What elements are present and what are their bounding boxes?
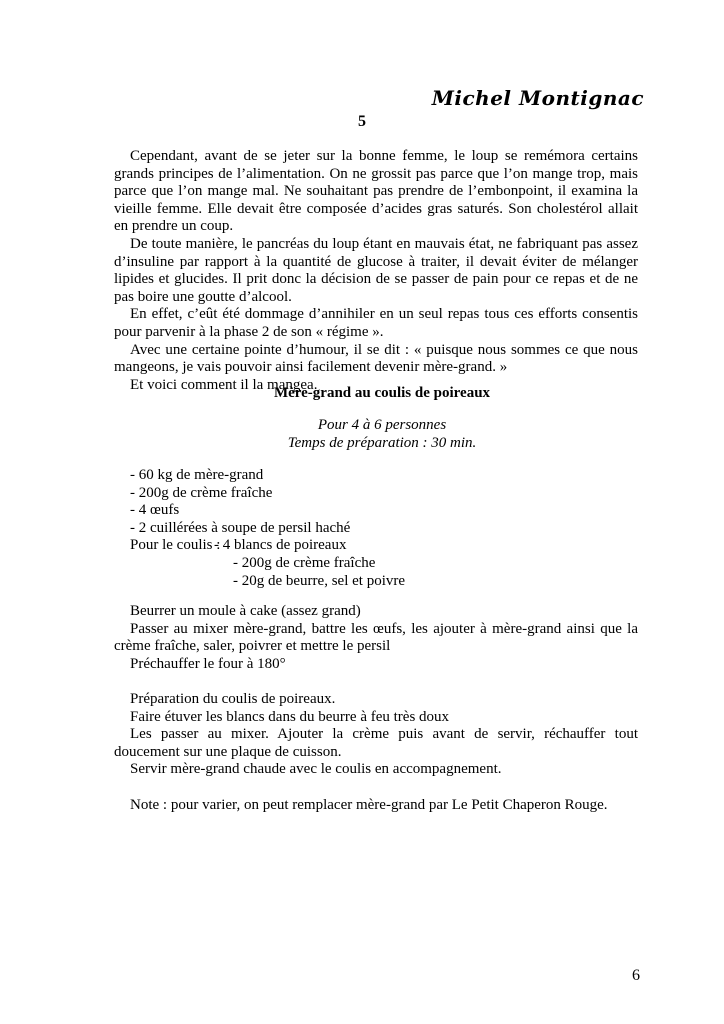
spacer: [114, 779, 638, 797]
recipe-title: Mère-grand au coulis de poireaux: [273, 385, 491, 401]
recipe-serves: Pour 4 à 6 personnes: [317, 417, 447, 433]
paragraph: De toute manière, le pancréas du loup étant en mauvais état, ne fabriquant pas assez d’insuline par rapport à la quantité de glucose à traiter, il devait éviter de mélanger lipides et glucides. Il prit donc la décision de se passer de pain pour ce repas et de ne pas boire une goutte d’alcool.: [114, 235, 638, 305]
recipe-step: Beurrer un moule à cake (assez grand): [130, 603, 361, 619]
recipe-step: Passer au mixer mère-grand, battre les œufs, les ajouter à mère-grand ainsi que la crème fraîche, saler, poivrer et mettre le persil: [114, 620, 638, 655]
recipe-steps: [114, 603, 638, 814]
recipe-step: Préchauffer le four à 180°: [130, 655, 286, 672]
ingredient-item: - 200g de crème fraîche: [130, 484, 273, 501]
page-number: 6: [632, 967, 640, 984]
recipe-step: Les passer au mixer. Ajouter la crème puis avant de servir, réchauffer tout doucement sur une plaque de cuisson.: [114, 726, 638, 760]
coulis-label: Pour le coulis :: [130, 537, 221, 554]
ingredient-item: - 2 cuillérées à soupe de persil haché: [130, 519, 351, 536]
recipe-step: Faire étuver les blancs dans du beurre à feu très doux: [130, 708, 450, 725]
coulis-item: - 4 blancs de poireaux: [214, 537, 347, 554]
recipe-note: Note : pour varier, on peut remplacer mère-grand par Le Petit Chaperon Rouge.: [130, 796, 608, 813]
coulis-item: - 20g de beurre, sel et poivre: [233, 572, 406, 589]
paragraph: En effet, c’eût été dommage d’annihiler en un seul repas tous ces efforts consentis pour parvenir à la phase 2 de son « régime ».: [114, 306, 638, 340]
coulis-row: [130, 537, 405, 555]
story-text: [114, 148, 638, 394]
paragraph: Cependant, avant de se jeter sur la bonne femme, le loup se remémora certains grands principes de l’alimentation. On ne grossit pas parce que l’on mange trop, mais parce que l’on mange mal. Ne souhaitant pas prendre de l’embonpoint, il examina la vieille femme. Elle devait être composée d’acides gras saturés. Son cholestérol allait en prendre un coup.: [114, 148, 638, 235]
paragraph: Et voici comment il la mangea.: [130, 376, 318, 393]
author-signature: Michel Montignac: [431, 86, 644, 110]
ingredient-list: [130, 467, 405, 590]
ingredient-item: - 60 kg de mère-grand: [130, 467, 264, 483]
spacer: [114, 673, 638, 691]
paragraph: Avec une certaine pointe d’humour, il se dit : « puisque nous sommes ce que nous mangeons, je vais pouvoir ainsi facilement devenir mère-grand. »: [114, 341, 638, 376]
ingredient-item: - 4 œufs: [130, 502, 180, 519]
chapter-number: 5: [358, 113, 366, 130]
recipe-step: Préparation du coulis de poireaux.: [130, 690, 336, 707]
recipe-step: Servir mère-grand chaude avec le coulis en accompagnement.: [130, 761, 502, 778]
recipe-prep-time: Temps de préparation : 30 min.: [287, 434, 477, 451]
coulis-item: - 200g de crème fraîche: [233, 554, 376, 571]
recipe-meta: [0, 417, 724, 452]
